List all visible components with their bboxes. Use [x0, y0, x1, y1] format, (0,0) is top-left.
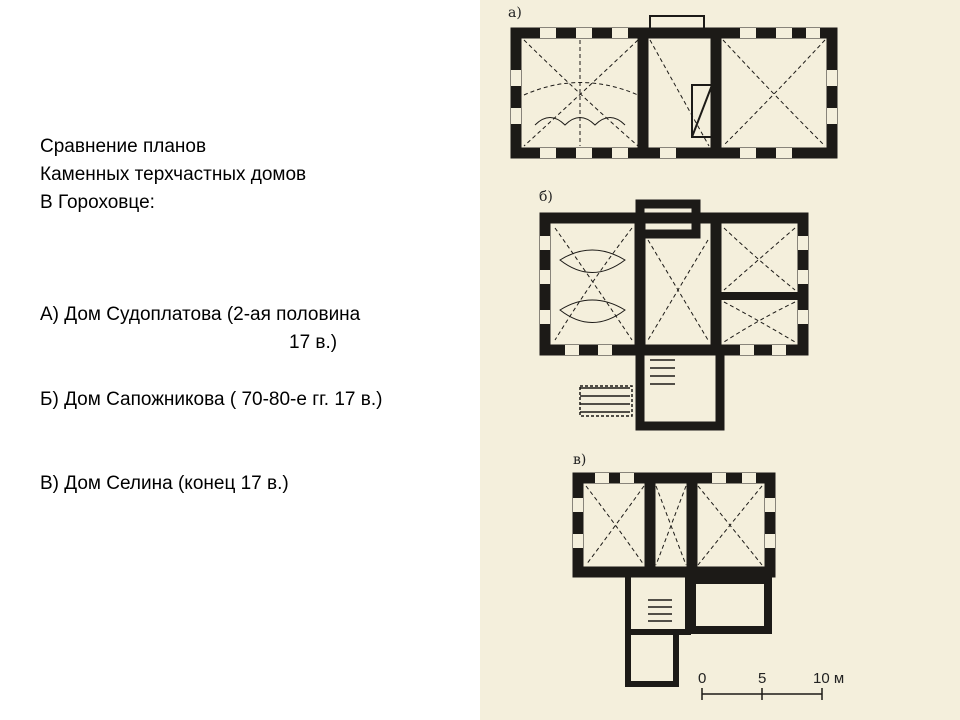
caption-line-1: Сравнение планов	[40, 136, 207, 157]
caption	[40, 133, 480, 498]
scale-label-5: 5	[758, 670, 767, 687]
item-a-line-1: А) Дом Судоплатова (2-ая половина	[40, 304, 361, 325]
scale-label-10: 10 м	[813, 670, 845, 687]
caption-line-2: Каменных терхчастных домов	[40, 164, 307, 185]
item-c: В) Дом Селина (конец 17 в.)	[40, 473, 289, 494]
plan-c-label: в)	[573, 452, 587, 468]
floor-plans-image	[480, 0, 960, 720]
caption-line-3: В Гороховце:	[40, 192, 155, 213]
plan-a-label: а)	[508, 5, 522, 21]
scale-label-0: 0	[698, 670, 707, 687]
item-b: Б) Дом Сапожникова ( 70-80-е гг. 17 в.)	[40, 389, 383, 410]
item-a-line-2: 17 в.)	[289, 332, 338, 353]
plan-b-label: б)	[539, 189, 553, 205]
